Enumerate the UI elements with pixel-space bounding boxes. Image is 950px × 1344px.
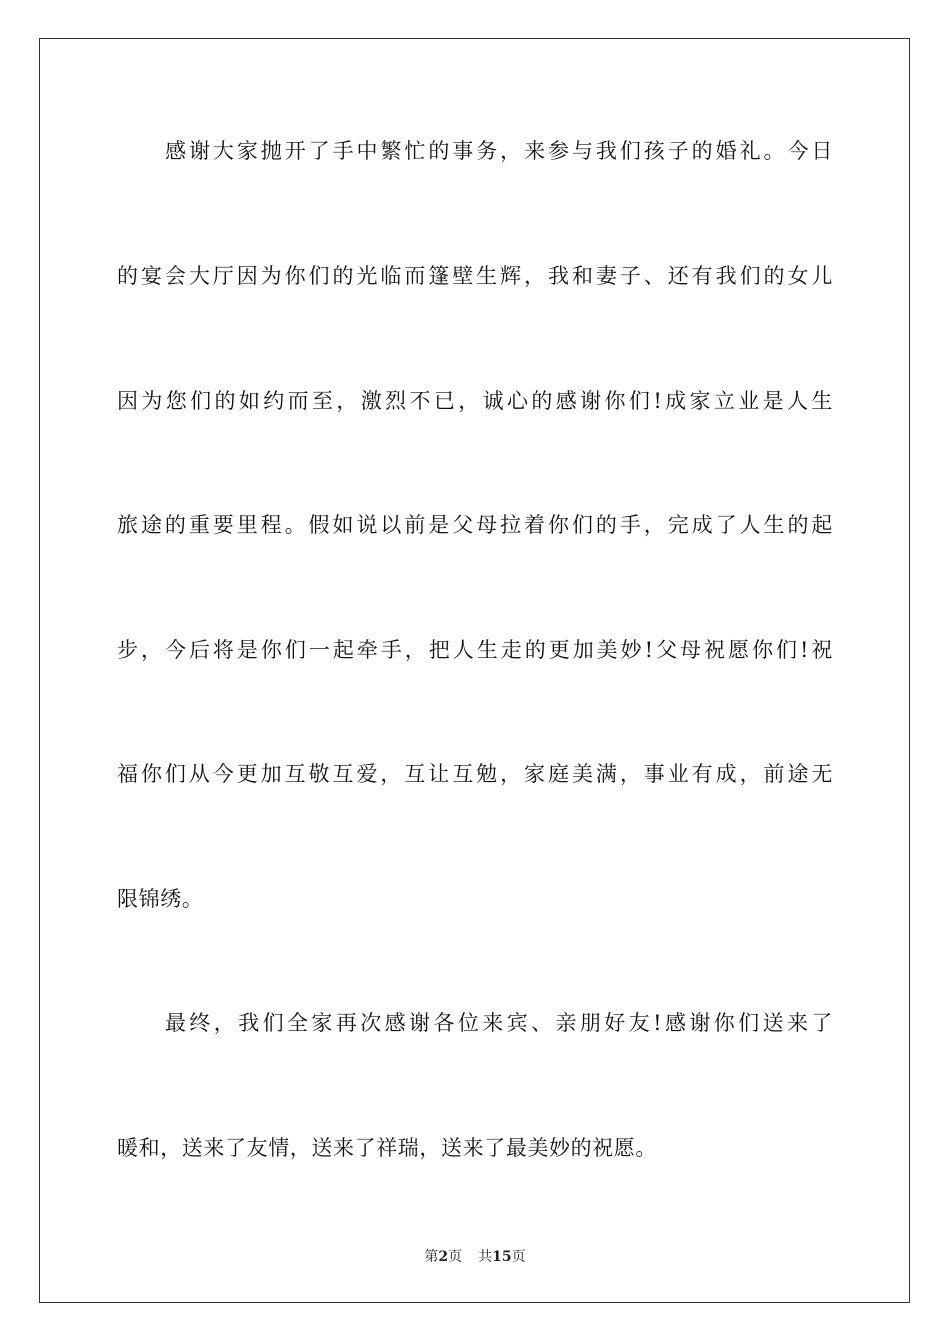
page-number: 2 [438, 1249, 449, 1265]
page-prefix: 第 [424, 1249, 439, 1265]
paragraph-1-line-7: 限锦绣。 [117, 887, 204, 911]
paragraph-1-line-1: 感谢大家抛开了手中繁忙的事务，来参与我们孩子的婚礼。今日 [165, 139, 833, 163]
paragraph-1-line-6: 福你们从今更加互敬互爱，互让互勉，家庭美满，事业有成，前途无 [117, 762, 833, 786]
total-suffix: 页 [511, 1249, 526, 1265]
page-suffix: 页 [448, 1249, 463, 1265]
paragraph-2-line-2: 暖和，送来了友情，送来了祥瑞，送来了最美妙的祝愿。 [117, 1136, 657, 1160]
total-prefix: 共 [478, 1249, 493, 1265]
paragraph-1-line-4: 旅途的重要里程。假如说以前是父母拉着你们的手，完成了人生的起 [117, 513, 833, 537]
paragraph-1-line-2: 的宴会大厅因为你们的光临而篷壁生辉，我和妻子、还有我们的女儿 [117, 264, 833, 288]
paragraph-1-line-3: 因为您们的如约而至，激烈不已，诚心的感谢你们!成家立业是人生 [117, 389, 833, 413]
total-pages: 15 [492, 1249, 512, 1265]
paragraph-1-line-5: 步，今后将是你们一起牵手，把人生走的更加美妙!父母祝愿你们!祝 [117, 638, 833, 662]
page-footer [0, 1247, 950, 1267]
paragraph-2-line-1: 最终，我们全家再次感谢各位来宾、亲朋好友!感谢你们送来了 [165, 1011, 833, 1035]
page-frame [39, 38, 910, 1303]
